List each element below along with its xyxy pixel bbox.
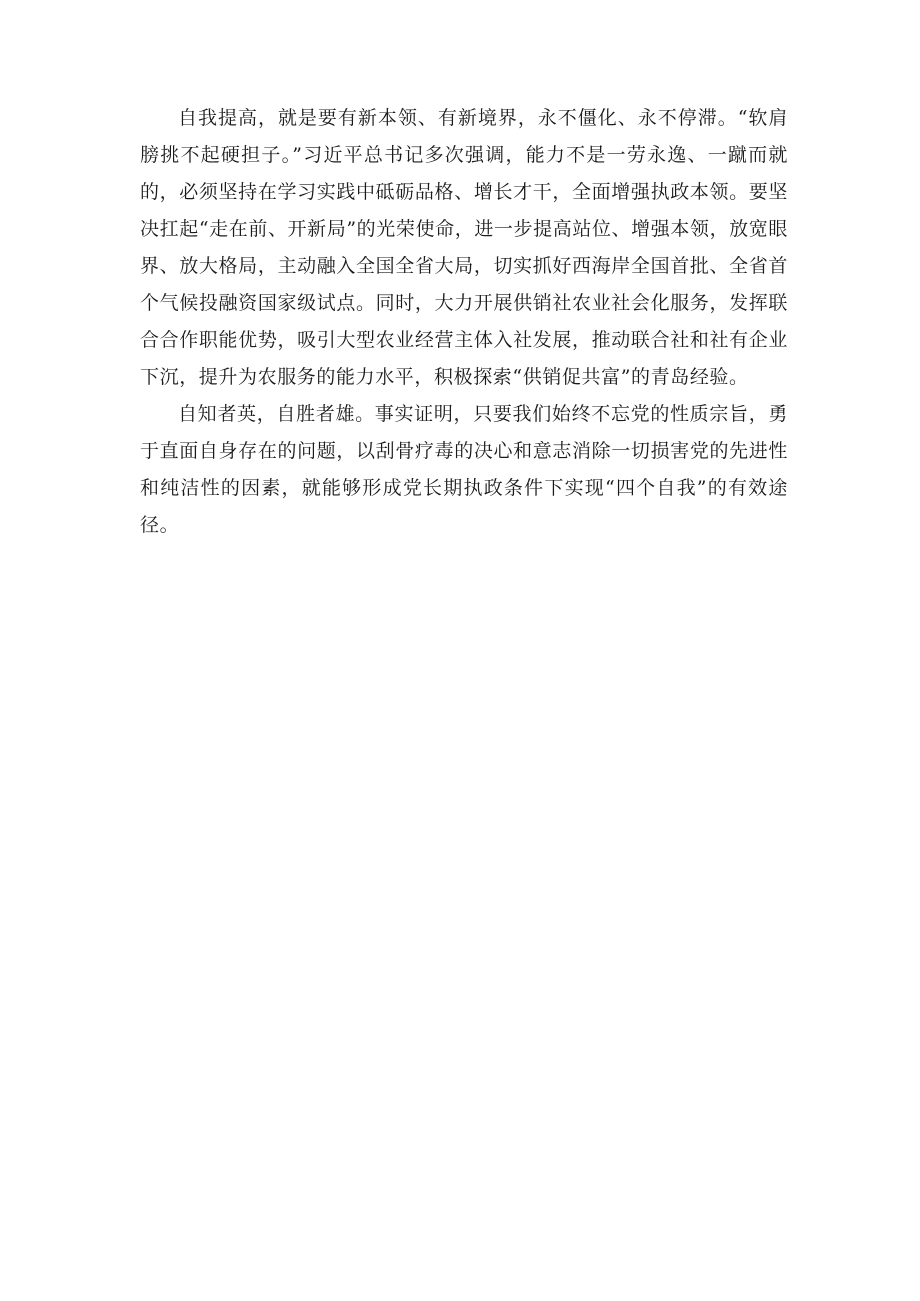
- document-body: [140, 100, 788, 544]
- paragraph-self-improvement: 自我提高，就是要有新本领、有新境界，永不僵化、永不停滞。“软肩膀挑不起硬担子。”习近平总书记多次强调，能力不是一劳永逸、一蹴而就的，必须坚持在学习实践中砥砺品格、增长才干，全面增强执政本领。要坚决扛起“走在前、开新局”的光荣使命，进一步提高站位、增强本领，放宽眼界、放大格局，主动融入全国全省大局，切实抓好西海岸全国首批、全省首个气候投融资国家级试点。同时，大力开展供销社农业社会化服务，发挥联合合作职能优势，吸引大型农业经营主体入社发展，推动联合社和社有企业下沉，提升为农服务的能力水平，积极探索“供销促共富”的青岛经验。: [140, 107, 788, 388]
- paragraph-conclusion: 自知者英，自胜者雄。事实证明，只要我们始终不忘党的性质宗旨，勇于直面自身存在的问题，以刮骨疗毒的决心和意志消除一切损害党的先进性和纯洁性的因素，就能够形成党长期执政条件下实现“四个自我”的有效途径。: [140, 403, 788, 536]
